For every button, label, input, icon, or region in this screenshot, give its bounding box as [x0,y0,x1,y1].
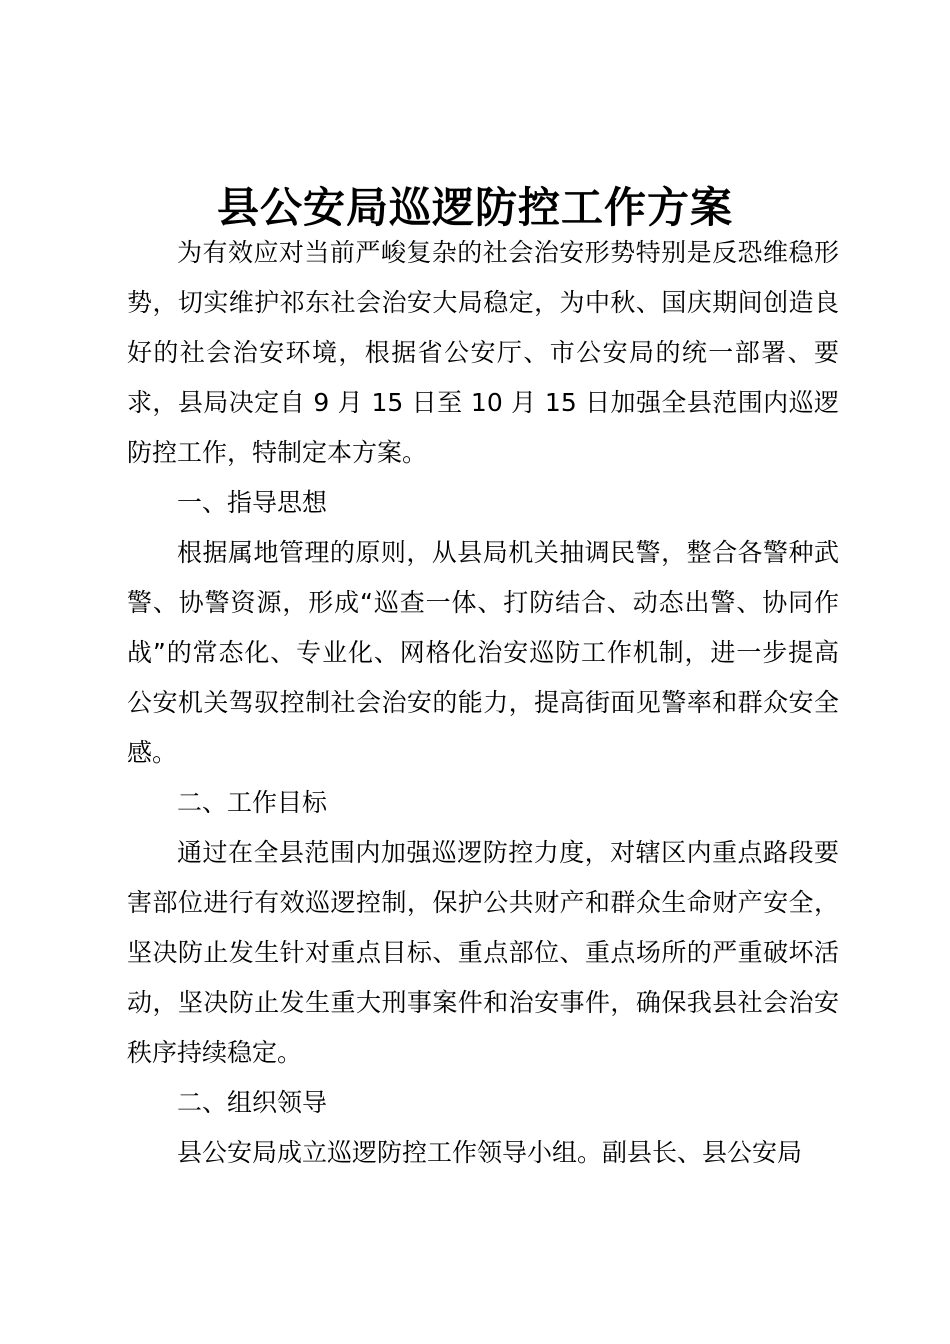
section-text-work-goals: 通过在全县范围内加强巡逻防控力度，对辖区内重点路段要害部位进行有效巡逻控制，保护公共财产和群众生命财产安全，坚决防止发生针对重点目标、重点部位、重点场所的严重破坏活动，坚决防止发生重大刑事案件和治安事件，确保我县社会治安秩序持续稳定。 [127,838,839,1067]
intro-paragraph: 为有效应对当前严峻复杂的社会治安形势特别是反恐维稳形势，切实维护祁东社会治安大局稳定，为中秋、国庆期间创造良好的社会治安环境，根据省公安厅、市公安局的统一部署、要求，县局决定自 9 月 15 日至 10 月 15 日加强全县范围内巡逻防控工作，特制定本方案。 [127,238,839,467]
section-heading-organization: 二、组织领导 [177,1088,328,1117]
document-title: 县公安局巡逻防控工作方案 [216,183,733,232]
section-heading-work-goals: 二、工作目标 [177,788,328,817]
section-text-guiding-ideology: 根据属地管理的原则，从县局机关抽调民警，整合各警种武警、协警资源，形成“巡查一体、打防结合、动态出警、协同作战”的常态化、专业化、网格化治安巡防工作机制，进一步提高公安机关驾驭控制社会治安的能力，提高街面见警率和群众安全感。 [127,538,839,767]
section-text-organization: 县公安局成立巡逻防控工作领导小组。副县长、县公安局 [177,1138,803,1167]
document-body [127,228,839,1178]
section-heading-guiding-ideology: 一、指导思想 [177,488,328,517]
